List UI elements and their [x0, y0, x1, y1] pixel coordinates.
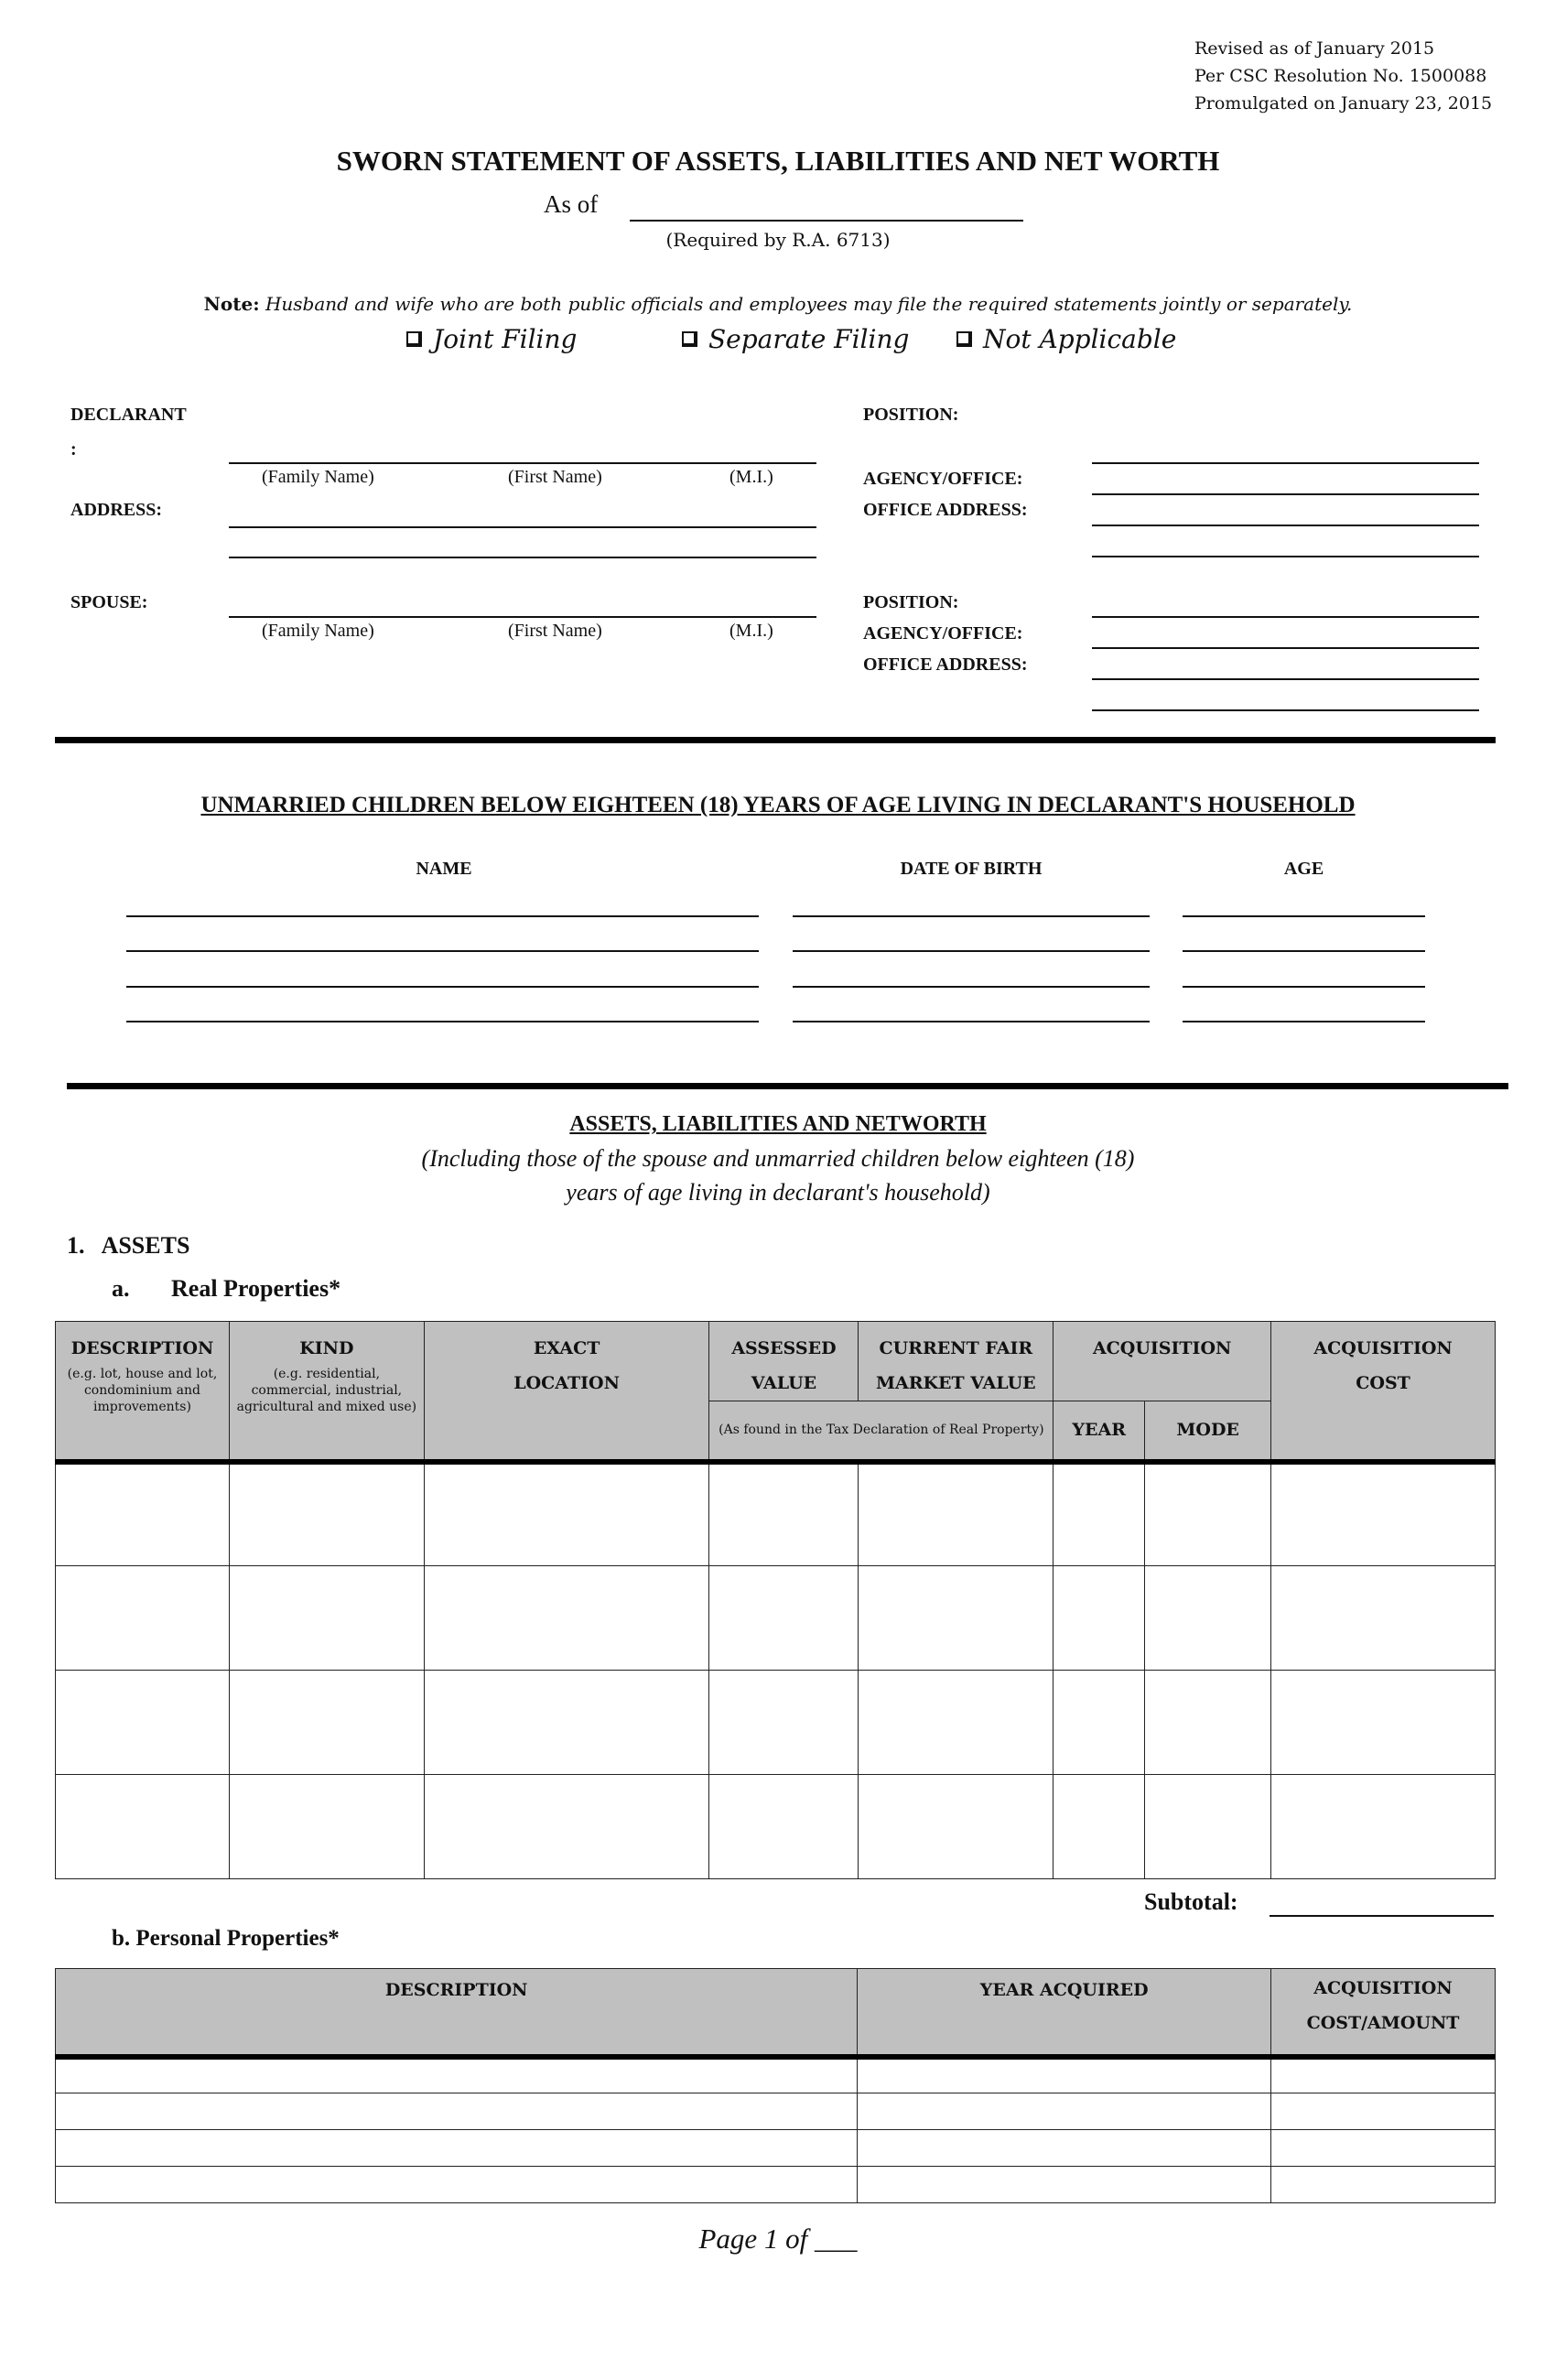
cell-assessed[interactable] [709, 1462, 859, 1566]
cell-year[interactable] [1054, 1462, 1145, 1566]
position-label: POSITION: [863, 405, 959, 425]
cell-description[interactable] [56, 1671, 230, 1775]
cell-pp-year[interactable] [858, 2057, 1271, 2093]
cell-cost[interactable] [1271, 1462, 1496, 1566]
cell-assessed[interactable] [709, 1566, 859, 1671]
spouse-mi-hint: (M.I.) [729, 621, 773, 641]
cell-kind[interactable] [229, 1566, 424, 1671]
header-year: YEAR [1054, 1401, 1145, 1462]
family-name-hint: (Family Name) [262, 467, 374, 487]
description-hint: (e.g. lot, house and lot, condominium and improvements) [67, 1367, 218, 1414]
not-applicable-checkbox[interactable] [956, 324, 1176, 354]
cell-pp-description[interactable] [56, 2093, 858, 2130]
spouse-position-field[interactable] [1092, 616, 1479, 618]
header-acquisition: ACQUISITION [1054, 1322, 1271, 1401]
header-tax-declaration-hint: (As found in the Tax Declaration of Real Property) [709, 1401, 1054, 1462]
table-row [56, 2130, 1496, 2167]
declarant-name-field[interactable] [229, 462, 816, 464]
assets-label: 1. ASSETS [67, 1232, 190, 1259]
header-pp-year-acquired: YEAR ACQUIRED [858, 1969, 1271, 2057]
child-dob-field[interactable] [793, 950, 1150, 952]
cell-location[interactable] [424, 1671, 709, 1775]
cell-cost[interactable] [1271, 1566, 1496, 1671]
table-row [56, 2093, 1496, 2130]
spouse-office-address-label: OFFICE ADDRESS: [863, 654, 1028, 675]
assets-subheading-2: years of age living in declarant's household) [566, 1179, 990, 1206]
cell-location[interactable] [424, 1566, 709, 1671]
cell-description[interactable] [56, 1462, 230, 1566]
cell-pp-year[interactable] [858, 2093, 1271, 2130]
header-pp-cost: ACQUISITION COST/AMOUNT [1271, 1969, 1496, 2057]
table-row [56, 1566, 1496, 1671]
separate-filing-checkbox[interactable] [682, 324, 909, 354]
child-dob-field[interactable] [793, 915, 1150, 917]
address-label: ADDRESS: [70, 500, 163, 520]
real-prefix: a. [112, 1275, 130, 1302]
header-acquisition-cost: ACQUISITION COST [1271, 1322, 1496, 1462]
mi-hint: (M.I.) [729, 467, 773, 487]
cell-description[interactable] [56, 1566, 230, 1671]
cell-kind[interactable] [229, 1671, 424, 1775]
header-fair-market-value: CURRENT FAIR MARKET VALUE [859, 1322, 1054, 1401]
cell-mode[interactable] [1145, 1671, 1271, 1775]
document-title: SWORN STATEMENT OF ASSETS, LIABILITIES AND NET WORTH [336, 145, 1220, 177]
spouse-position-label: POSITION: [863, 592, 959, 612]
spouse-family-name-hint: (Family Name) [262, 621, 374, 641]
as-of-label: As of [544, 190, 599, 218]
table-row [56, 2167, 1496, 2203]
child-age-field[interactable] [1183, 986, 1425, 988]
spouse-office-address-field-2[interactable] [1092, 709, 1479, 711]
cell-location[interactable] [424, 1462, 709, 1566]
real-subtotal-field[interactable] [1270, 1915, 1494, 1917]
revised-date: Revised as of January 2015 [1194, 38, 1435, 59]
cell-year[interactable] [1054, 1566, 1145, 1671]
child-name-field[interactable] [126, 915, 759, 917]
cell-cost[interactable] [1271, 1775, 1496, 1879]
table-row [56, 2057, 1496, 2093]
page-number: Page 1 of ___ [698, 2223, 858, 2255]
cell-location[interactable] [424, 1775, 709, 1879]
spouse-office-address-field-1[interactable] [1092, 678, 1479, 680]
real-properties-table [55, 1321, 1496, 1879]
header-kind: KIND (e.g. residential, commercial, industrial, agricultural and mixed use) [229, 1322, 424, 1462]
office-address-label: OFFICE ADDRESS: [863, 500, 1028, 520]
child-name-field[interactable] [126, 1021, 759, 1022]
agency-label: AGENCY/OFFICE: [863, 469, 1023, 489]
cell-year[interactable] [1054, 1671, 1145, 1775]
cell-pp-description[interactable] [56, 2057, 858, 2093]
header-exact-location: EXACT LOCATION [424, 1322, 709, 1462]
cell-pp-description[interactable] [56, 2130, 858, 2167]
cell-pp-cost[interactable] [1271, 2167, 1496, 2203]
child-name-field[interactable] [126, 986, 759, 988]
cell-kind[interactable] [229, 1462, 424, 1566]
cell-pp-cost[interactable] [1271, 2057, 1496, 2093]
real-subtotal-label: Subtotal: [1144, 1888, 1238, 1915]
not-applicable-label: Not Applicable [983, 324, 1177, 354]
cell-assessed[interactable] [709, 1671, 859, 1775]
note-label: Note: [203, 293, 260, 315]
cell-fair-value[interactable] [859, 1462, 1054, 1566]
table-row [56, 1462, 1496, 1566]
cell-pp-year[interactable] [858, 2167, 1271, 2203]
checkbox-icon[interactable] [406, 331, 422, 347]
cell-fair-value[interactable] [859, 1671, 1054, 1775]
promulgated-date: Promulgated on January 23, 2015 [1194, 93, 1493, 114]
children-name-header: NAME [416, 859, 472, 879]
joint-filing-checkbox[interactable] [406, 324, 577, 354]
assets-heading: ASSETS, LIABILITIES AND NETWORTH [569, 1112, 987, 1136]
child-dob-field[interactable] [793, 986, 1150, 988]
as-of-date-field[interactable] [630, 220, 1023, 222]
spouse-agency-label: AGENCY/OFFICE: [863, 623, 1023, 644]
first-name-hint: (First Name) [508, 467, 602, 487]
cell-pp-cost[interactable] [1271, 2093, 1496, 2130]
header-pp-description: DESCRIPTION [56, 1969, 858, 2057]
table-row [56, 1775, 1496, 1879]
declarant-label: DECLARANT [70, 405, 187, 425]
assets-subheading-1: (Including those of the spouse and unmarried children below eighteen (18) [421, 1145, 1135, 1172]
checkbox-icon[interactable] [956, 331, 972, 347]
table-row [56, 1671, 1496, 1775]
cell-fair-value[interactable] [859, 1775, 1054, 1879]
cell-mode[interactable] [1145, 1775, 1271, 1879]
cell-kind[interactable] [229, 1775, 424, 1879]
child-name-field[interactable] [126, 950, 759, 952]
cell-description[interactable] [56, 1775, 230, 1879]
kind-hint: (e.g. residential, commercial, industrial, agricultural and mixed use) [236, 1367, 417, 1414]
cell-assessed[interactable] [709, 1775, 859, 1879]
cell-cost[interactable] [1271, 1671, 1496, 1775]
separate-filing-label: Separate Filing [708, 324, 910, 354]
spouse-label: SPOUSE: [70, 592, 148, 612]
header-mode: MODE [1145, 1401, 1271, 1462]
cell-pp-year[interactable] [858, 2130, 1271, 2167]
header-description: DESCRIPTION (e.g. lot, house and lot, condominium and improvements) [56, 1322, 230, 1462]
note-text: Husband and wife who are both public officials and employees may file the required statements jointly or separately. [265, 293, 1353, 315]
revision-info [1194, 35, 1492, 117]
child-age-field[interactable] [1183, 950, 1425, 952]
child-dob-field[interactable] [793, 1021, 1150, 1022]
spouse-name-field[interactable] [229, 616, 816, 618]
children-heading: UNMARRIED CHILDREN BELOW EIGHTEEN (18) YEARS OF AGE LIVING IN DECLARANT'S HOUSEHOLD [200, 793, 1356, 817]
joint-filing-label: Joint Filing [433, 324, 578, 354]
spouse-agency-field[interactable] [1092, 647, 1479, 649]
position-field[interactable] [1092, 462, 1479, 464]
cell-year[interactable] [1054, 1775, 1145, 1879]
child-age-field[interactable] [1183, 1021, 1425, 1022]
checkbox-icon[interactable] [682, 331, 697, 347]
children-dob-header: DATE OF BIRTH [900, 859, 1043, 879]
office-address-field-1[interactable] [1092, 525, 1479, 526]
required-by: (Required by R.A. 6713) [665, 229, 891, 251]
child-age-field[interactable] [1183, 915, 1425, 917]
agency-field[interactable] [1092, 493, 1479, 495]
section-divider [55, 737, 1496, 743]
address-field-1[interactable] [229, 526, 816, 528]
declarant-colon: : [70, 439, 77, 460]
office-address-field-2[interactable] [1092, 556, 1479, 557]
cell-mode[interactable] [1145, 1566, 1271, 1671]
address-field-2[interactable] [229, 557, 816, 558]
cell-mode[interactable] [1145, 1462, 1271, 1566]
header-assessed-value: ASSESSED VALUE [709, 1322, 859, 1401]
section-divider [67, 1083, 1508, 1089]
csc-resolution: Per CSC Resolution No. 1500088 [1194, 66, 1487, 86]
real-properties-label: Real Properties* [171, 1275, 341, 1302]
children-age-header: AGE [1283, 859, 1324, 879]
cell-fair-value[interactable] [859, 1566, 1054, 1671]
filing-note [0, 293, 1556, 315]
cell-pp-description[interactable] [56, 2167, 858, 2203]
personal-properties-table [55, 1968, 1496, 2203]
cell-pp-cost[interactable] [1271, 2130, 1496, 2167]
personal-properties-label: b. Personal Properties* [112, 1926, 340, 1951]
spouse-first-name-hint: (First Name) [508, 621, 602, 641]
